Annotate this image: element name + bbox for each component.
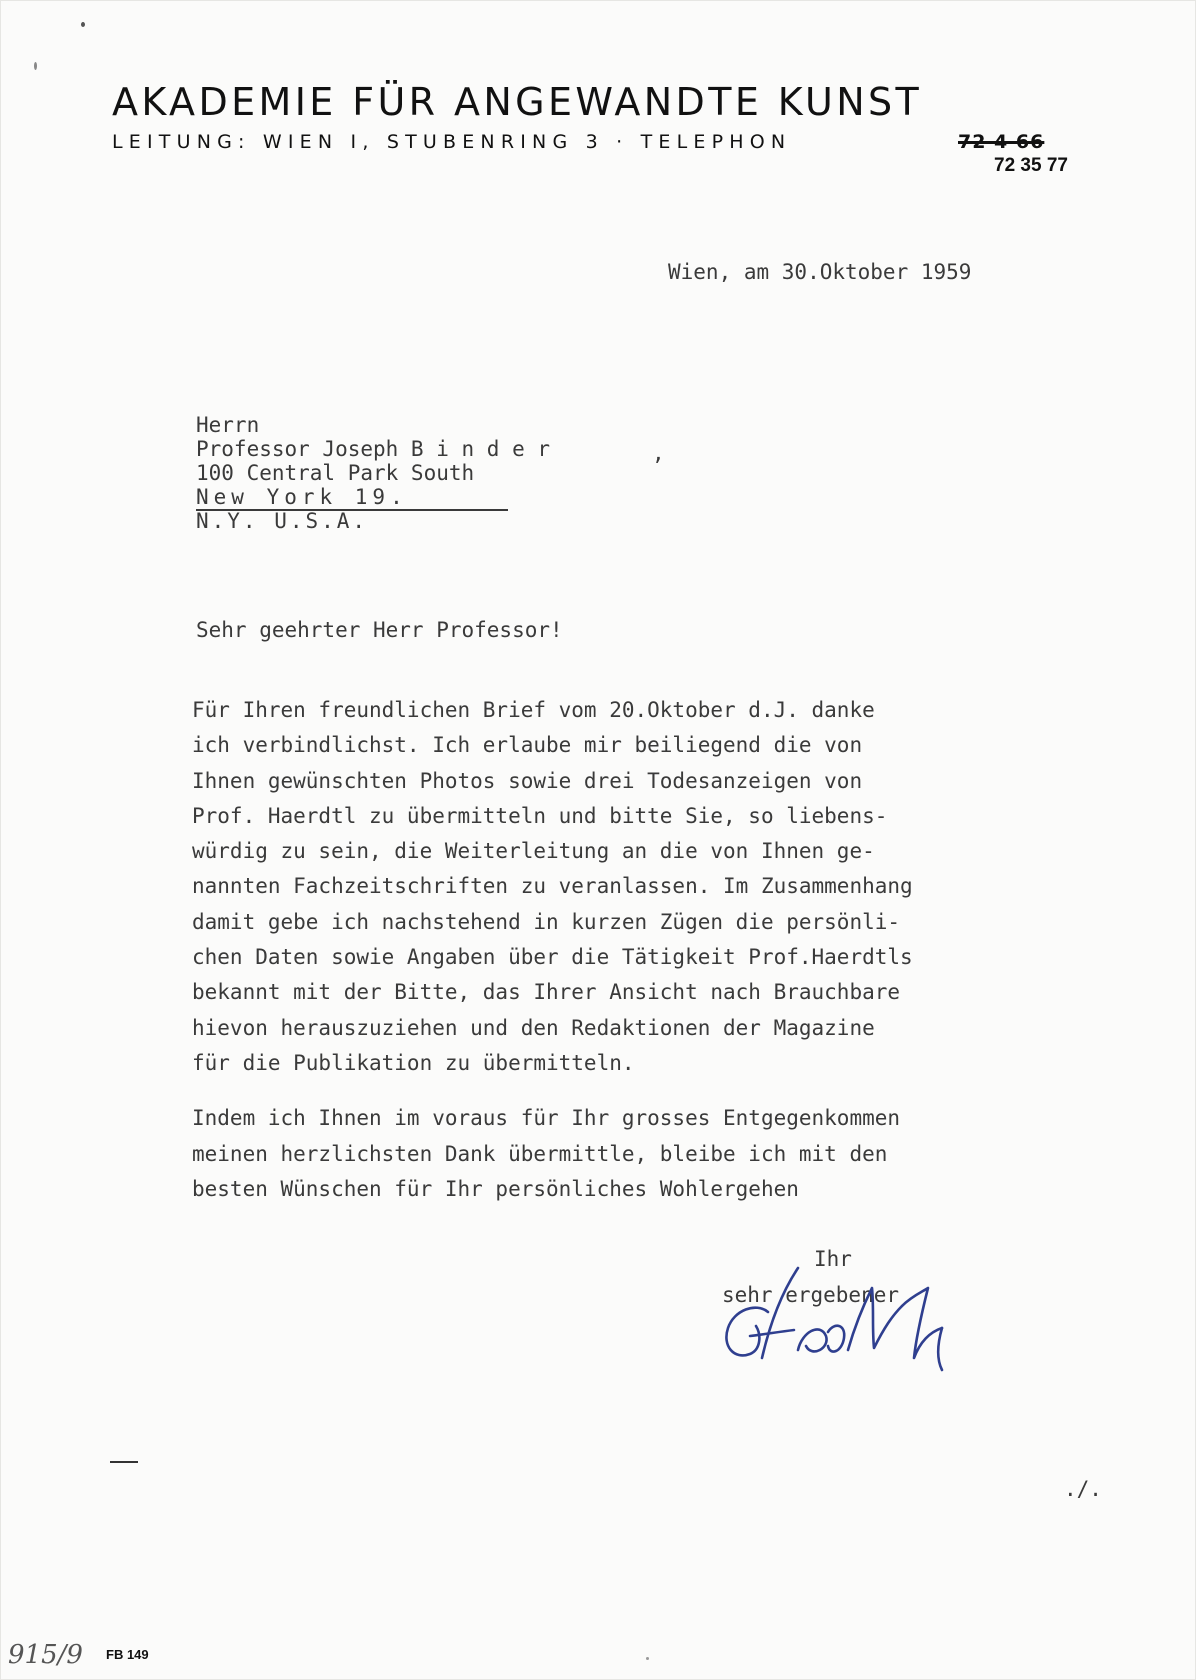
continuation-mark: ./. xyxy=(1064,1477,1102,1501)
archive-number: 915/9 xyxy=(8,1640,83,1670)
letterhead-title: AKADEMIE FÜR ANGEWANDTE KUNST xyxy=(112,80,923,124)
handwritten-signature xyxy=(716,1262,976,1372)
closing-line-2: sehr ergebener xyxy=(722,1283,900,1307)
paragraph-line: chen Daten sowie Angaben über die Tätigkeit Prof.Haerdtls xyxy=(192,945,913,970)
body-paragraph-1 xyxy=(192,693,913,1081)
recipient-name-comma: , xyxy=(652,441,665,465)
recipient-country: N.Y. U.S.A. xyxy=(196,509,369,533)
date-line: Wien, am 30.Oktober 1959 xyxy=(668,260,972,284)
paragraph-line: ich verbindlichst. Ich erlaube mir beiliegend die von xyxy=(192,733,863,758)
recipient-salutation: Herrn xyxy=(196,413,260,437)
greeting: Sehr geehrter Herr Professor! xyxy=(196,618,563,642)
paragraph-line: würdig zu sein, die Weiterleitung an die von Ihnen ge- xyxy=(192,839,875,864)
paragraph-line: meinen herzlichsten Dank übermittle, bleibe ich mit den xyxy=(192,1141,888,1166)
body-paragraph-2 xyxy=(192,1101,900,1208)
recipient-name: Professor Joseph B i n d e r xyxy=(196,437,551,461)
letterhead-new-phone: 72 35 77 xyxy=(994,155,1068,176)
margin-dash xyxy=(110,1461,138,1463)
paragraph-line: Prof. Haerdtl zu übermitteln und bitte Sie, so liebens- xyxy=(192,803,888,828)
paragraph-line: besten Wünschen für Ihr persönliches Wohlergehen xyxy=(192,1177,799,1201)
recipient-street: 100 Central Park South xyxy=(196,461,475,485)
paper-speck xyxy=(646,1657,649,1660)
paper-speck xyxy=(81,22,85,27)
paragraph-line: Für Ihren freundlichen Brief vom 20.Oktober d.J. danke xyxy=(192,698,875,722)
paragraph-line: hievon herauszuziehen und den Redaktionen der Magazine xyxy=(192,1015,875,1040)
paragraph-line: für die Publikation zu übermitteln. xyxy=(192,1050,635,1075)
paragraph-line: Indem ich Ihnen im voraus für Ihr grosses Entgegenkommen xyxy=(192,1106,901,1130)
paragraph-line: bekannt mit der Bitte, das Ihrer Ansicht nach Brauchbare xyxy=(192,980,901,1005)
recipient-city: New York 19. xyxy=(196,485,408,509)
paper-speck xyxy=(34,62,37,70)
form-code: FB 149 xyxy=(106,1647,149,1662)
letterhead-address: LEITUNG: WIEN I, STUBENRING 3 · TELEPHON xyxy=(112,131,792,153)
closing-line-1: Ihr xyxy=(814,1247,852,1271)
paragraph-line: Ihnen gewünschten Photos sowie drei Todesanzeigen von xyxy=(192,768,863,793)
letterhead-old-phone: 72 4 66 xyxy=(958,131,1045,153)
paragraph-line: nannten Fachzeitschriften zu veranlassen. Im Zusammenhang xyxy=(192,874,913,899)
paragraph-line: damit gebe ich nachstehend in kurzen Zügen die persönli- xyxy=(192,909,901,934)
